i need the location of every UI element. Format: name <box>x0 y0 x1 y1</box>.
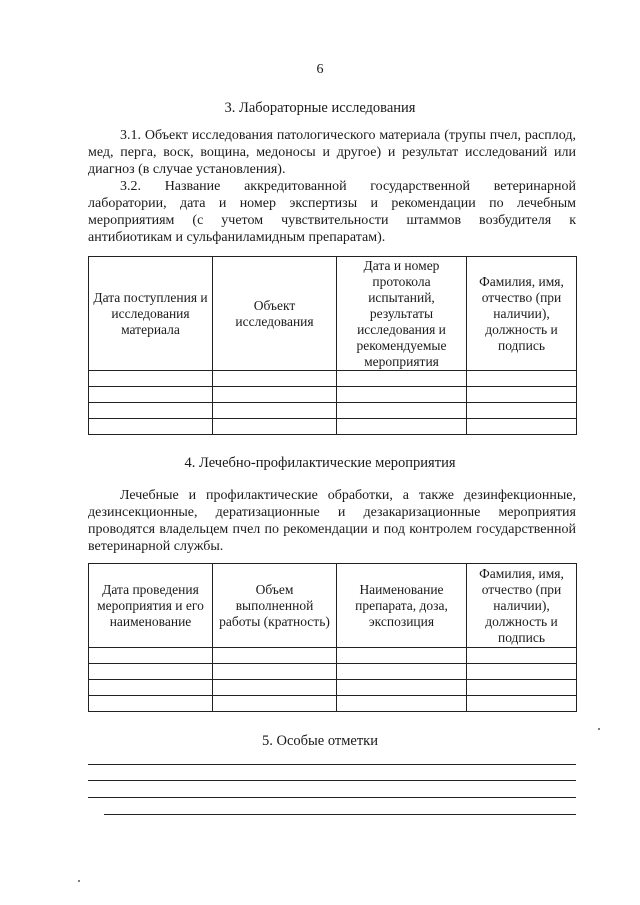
table-cell <box>467 371 577 387</box>
table-header-row <box>89 257 577 371</box>
table-cell <box>213 680 337 696</box>
table-row <box>89 696 577 712</box>
table-cell <box>89 648 213 664</box>
notes-line <box>104 814 576 815</box>
table-cell <box>467 680 577 696</box>
table-cell <box>213 664 337 680</box>
section3-paragraph-2: 3.2. Название аккредитованной государственной ветеринарной лаборатории, дата и номер экспертизы и рекомендации по лечебным мероприятиям (с учетом чувствительности штаммов возбудителя к антибиотикам и сульфаниламидным препаратам). <box>88 179 576 245</box>
section3-paragraph-1: 3.1. Объект исследования патологического материала (трупы пчел, расплод, мед, перга, воск, вощина, медоносы и другое) и результат исследований или диагноз (в случае установления). <box>88 128 576 177</box>
treatment-table <box>88 563 577 712</box>
table-cell <box>213 648 337 664</box>
header-cell: Объект исследования <box>213 257 337 371</box>
section4-heading: 4. Лечебно-профилактические мероприятия <box>184 455 456 471</box>
header-cell: Дата проведения мероприятия и его наименование <box>89 564 213 648</box>
table-cell <box>337 648 467 664</box>
header-cell: Фамилия, имя, отчество (при наличии), должность и подпись <box>467 564 577 648</box>
table-cell <box>467 387 577 403</box>
section3-heading: 3. Лабораторные исследования <box>224 100 416 116</box>
table-cell <box>213 403 337 419</box>
scan-speck <box>598 728 600 730</box>
section4-text <box>88 487 576 555</box>
notes-line <box>88 764 576 765</box>
section5-heading: 5. Особые отметки <box>262 733 378 749</box>
table-cell <box>89 696 213 712</box>
table-cell <box>89 403 213 419</box>
table-cell <box>337 664 467 680</box>
table-cell <box>467 419 577 435</box>
table-row <box>89 387 577 403</box>
section4-paragraph-1: Лечебные и профилактические обработки, а также дезинфекционные, дезинсекционные, дератизационные и дезакаризационные мероприятия проводятся владельцем пчел по рекомендации и под контролем государственной ветеринарной службы. <box>88 488 576 554</box>
header-cell: Наименование препарата, доза, экспозиция <box>337 564 467 648</box>
table-cell <box>89 371 213 387</box>
table-cell <box>89 664 213 680</box>
table-cell <box>89 387 213 403</box>
section3-text <box>88 127 576 246</box>
table-row <box>89 403 577 419</box>
table-row <box>89 419 577 435</box>
table-cell <box>467 648 577 664</box>
table-row <box>89 648 577 664</box>
header-cell: Дата и номер протокола испытаний, результаты исследования и рекомендуемые мероприятия <box>337 257 467 371</box>
table-row <box>89 680 577 696</box>
table-cell <box>337 403 467 419</box>
table-cell <box>337 680 467 696</box>
notes-line <box>88 797 576 798</box>
table-cell <box>467 664 577 680</box>
table-cell <box>337 696 467 712</box>
lab-research-table <box>88 256 577 435</box>
table-header-row <box>89 564 577 648</box>
header-cell: Дата поступления и исследования материала <box>89 257 213 371</box>
table-cell <box>337 371 467 387</box>
table-cell <box>337 419 467 435</box>
table-cell <box>89 419 213 435</box>
scan-speck <box>78 880 80 882</box>
table-row <box>89 371 577 387</box>
header-cell: Объем выполненной работы (кратность) <box>213 564 337 648</box>
table-cell <box>467 696 577 712</box>
table-cell <box>213 419 337 435</box>
table-cell <box>467 403 577 419</box>
table-row <box>89 664 577 680</box>
header-cell: Фамилия, имя, отчество (при наличии), должность и подпись <box>467 257 577 371</box>
table-cell <box>213 696 337 712</box>
table-cell <box>213 371 337 387</box>
page-number: 6 <box>316 62 324 77</box>
table-cell <box>337 387 467 403</box>
notes-line <box>88 780 576 781</box>
table-cell <box>89 680 213 696</box>
table-cell <box>213 387 337 403</box>
